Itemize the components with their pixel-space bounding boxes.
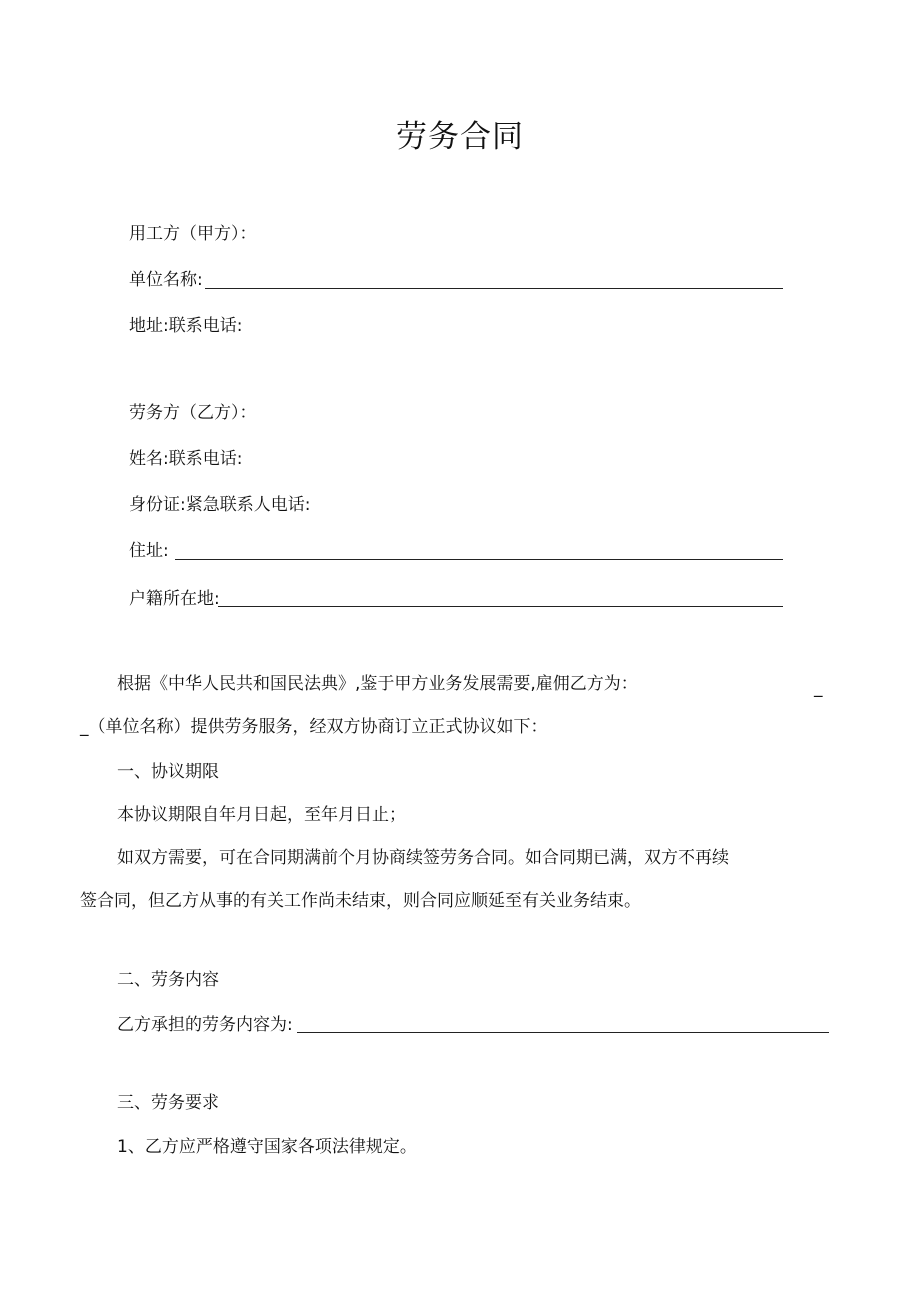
residence-blank	[175, 559, 783, 560]
party-b-heading: 劳务方（乙方）：	[129, 403, 257, 423]
section-3-item-1: 1、乙方应严格遵守国家各项法律规定。	[117, 1137, 417, 1157]
intro-trailing-blank: _	[814, 678, 823, 698]
residence-label: 住址:	[129, 541, 169, 561]
intro-line-2: _（单位名称）提供劳务服务，经双方协商订立正式协议如下：	[80, 717, 548, 737]
service-content-blank	[297, 1032, 829, 1033]
section-1-heading: 一、协议期限	[117, 762, 219, 782]
address-phone-label: 地址:联系电话:	[129, 316, 243, 336]
party-a-heading: 用工方（甲方）：	[129, 224, 257, 244]
intro-line-1: 根据《中华人民共和国民法典》,鉴于甲方业务发展需要,雇佣乙方为：	[117, 674, 638, 694]
unit-name-blank	[205, 288, 783, 289]
unit-name-label: 单位名称:	[129, 270, 203, 290]
section-1-paragraph-2-line-2: 签合同，但乙方从事的有关工作尚未结束，则合同应顺延至有关业务结束。	[80, 891, 641, 911]
household-blank	[218, 606, 783, 607]
household-label: 户籍所在地:	[129, 589, 220, 609]
name-phone-label: 姓名:联系电话:	[129, 449, 243, 469]
section-2-heading: 二、劳务内容	[117, 970, 219, 990]
section-1-paragraph-1: 本协议期限自年月日起，至年月日止；	[117, 805, 406, 825]
id-emergency-label: 身份证:紧急联系人电话:	[129, 495, 311, 515]
section-3-heading: 三、劳务要求	[117, 1093, 219, 1113]
section-1-paragraph-2-line-1: 如双方需要，可在合同期满前个月协商续签劳务合同。如合同期已满，双方不再续	[117, 848, 729, 868]
document-title: 劳务合同	[396, 119, 524, 155]
service-content-label: 乙方承担的劳务内容为:	[117, 1015, 293, 1035]
